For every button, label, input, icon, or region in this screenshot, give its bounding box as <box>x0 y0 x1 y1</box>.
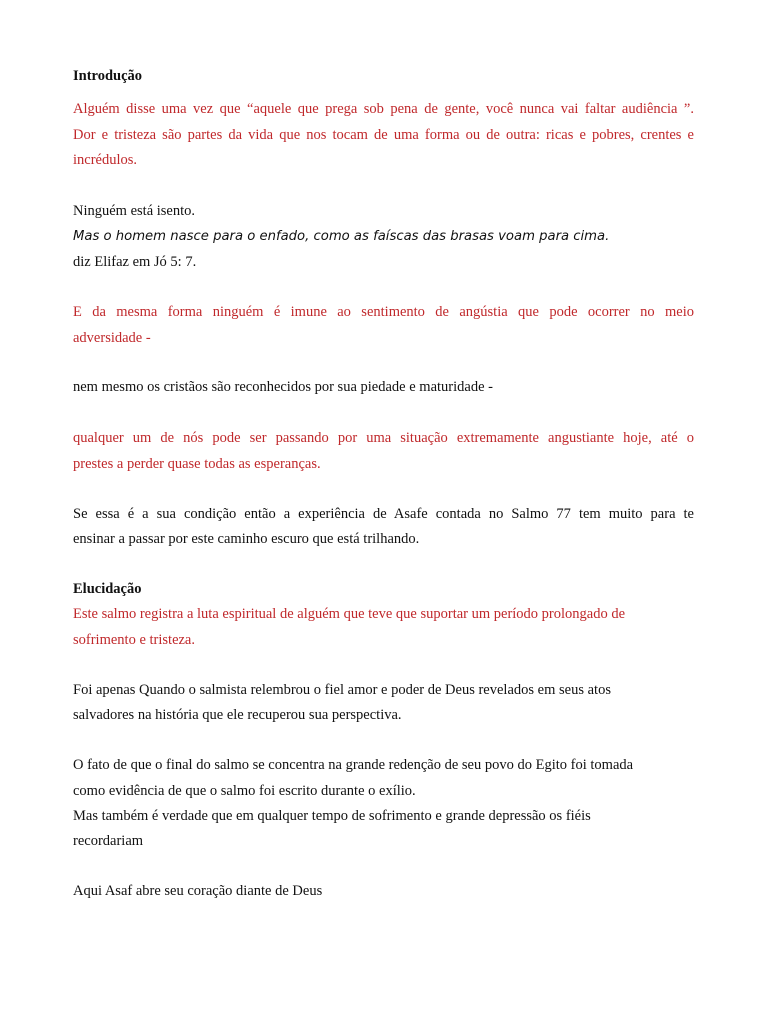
intro-paragraph-1-line-2: Dor e tristeza são partes da vida que nos tocam de uma forma ou de outra: ricas e pobres, crentes e <box>73 127 694 143</box>
heading-elucidation: Elucidação <box>73 581 142 597</box>
elucidation-paragraph-4: Aqui Asaf abre seu coração diante de Deus <box>73 883 323 899</box>
intro-paragraph-3-line-1: E da mesma forma ninguém é imune ao sentimento de angústia que pode ocorrer no meio <box>73 304 694 320</box>
elucidation-paragraph-1-line-2: sofrimento e tristeza. <box>73 632 195 648</box>
intro-paragraph-5-line-1: qualquer um de nós pode ser passando por uma situação extremamente angustiante hoje, até o <box>73 430 694 446</box>
elucidation-paragraph-3-line-2: como evidência de que o salmo foi escrito durante o exílio. <box>73 783 416 799</box>
elucidation-paragraph-2-line-2: salvadores na história que ele recuperou sua perspectiva. <box>73 707 402 723</box>
intro-paragraph-1-line-1: Alguém disse uma vez que “aquele que prega sob pena de gente, você nunca vai faltar audiência ”. <box>73 101 694 117</box>
elucidation-paragraph-3-line-4: recordariam <box>73 833 144 849</box>
job-quote: Mas o homem nasce para o enfado, como as faíscas das brasas voam para cima. <box>73 229 610 244</box>
intro-paragraph-2-line-1: Ninguém está isento. <box>73 203 196 219</box>
elucidation-paragraph-1-line-1: Este salmo registra a luta espiritual de alguém que teve que suportar um período prolongado de <box>73 606 626 622</box>
intro-paragraph-6-line-2: ensinar a passar por este caminho escuro que está trilhando. <box>73 531 420 547</box>
elucidation-paragraph-3-line-1: O fato de que o final do salmo se concentra na grande redenção de seu povo do Egito foi tomada <box>73 757 634 773</box>
elucidation-paragraph-2-line-1: Foi apenas Quando o salmista relembrou o fiel amor e poder de Deus revelados em seus atos <box>73 682 611 698</box>
intro-paragraph-6-line-1: Se essa é a sua condição então a experiência de Asafe contada no Salmo 77 tem muito para te <box>73 506 694 522</box>
intro-paragraph-3-line-2: adversidade - <box>73 330 151 346</box>
intro-paragraph-4: nem mesmo os cristãos são reconhecidos por sua piedade e maturidade - <box>73 379 493 395</box>
intro-paragraph-1-line-3: incrédulos. <box>73 152 138 168</box>
heading-introduction: Introdução <box>73 68 143 84</box>
intro-paragraph-5-line-2: prestes a perder quase todas as esperanças. <box>73 456 321 472</box>
job-reference: diz Elifaz em Jó 5: 7. <box>73 254 197 270</box>
elucidation-paragraph-3-line-3: Mas também é verdade que em qualquer tempo de sofrimento e grande depressão os fiéis <box>73 808 591 824</box>
